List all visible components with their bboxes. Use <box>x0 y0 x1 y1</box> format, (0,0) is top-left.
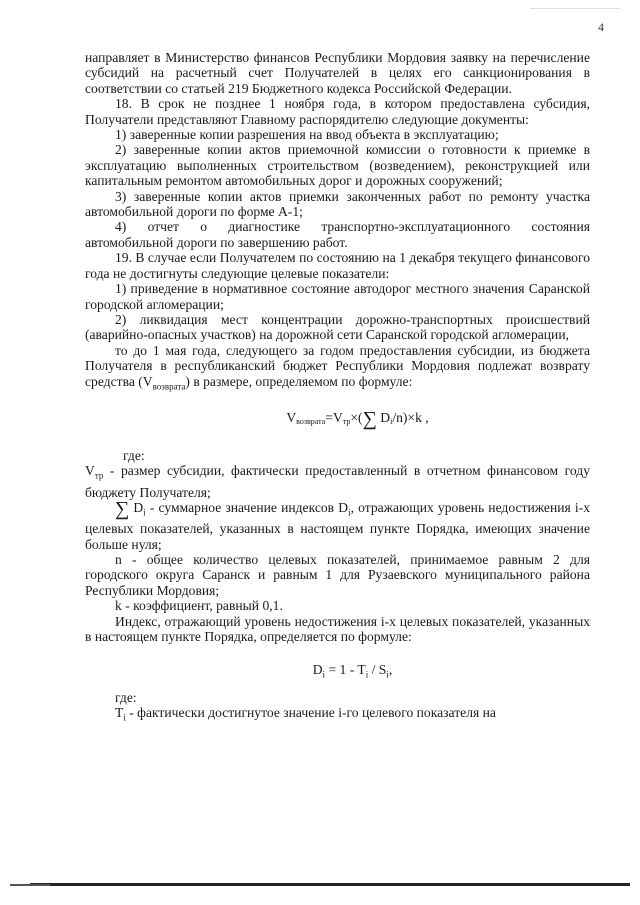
paragraph: то до 1 мая года, следующего за годом предоставления субсидии, из бюджета Получателя в республиканский бюджет Республики Мордовия подлежат возврату средства $(V_{возврата})$ в размере, определяемом по формуле: <box>85 342 590 392</box>
list-item: 2) ликвидация мест концентрации дорожно-транспортных происшествий (аварийно-опасных участков) на дорожной сети Саранской городской агломерации, <box>85 311 590 343</box>
paragraph: 19. В случае если Получателем по состоянию на 1 декабря текущего финансового года не достигнуты следующие целевые показатели: <box>85 250 590 281</box>
paragraph: 18. В срок не позднее 1 ноября года, в котором предоставлена субсидия, Получатели представляют Главному распорядителю следующие документы: <box>85 96 590 127</box>
definition: $T_i$ - фактически достигнутое значение i-го целевого показателя на <box>115 704 496 723</box>
formula-index: $D_i = 1 - T_i / S_i$, <box>312 662 393 681</box>
where-label: где: <box>123 448 145 464</box>
paragraph: направляет в Министерство финансов Республики Мордовия заявку на перечисление субсидий на расчетный счет Получателей в целях его санкционирования в соответствии со статьей 219 Бюджетного кодекса Российской Федерации. <box>85 50 590 96</box>
list-item: 1) заверенные копии разрешения на ввод объекта в эксплуатацию; <box>115 127 499 143</box>
formula-return: $V_{возврата}=V_{тр}\times(\sum$ $D_i/n)\times k$ , <box>286 407 429 430</box>
scan-artifact <box>530 8 620 9</box>
list-item: 1) приведение в нормативное состояние автодорог местного значения Саранской городской агломерации; <box>85 281 590 312</box>
page-number: 4 <box>598 20 604 34</box>
list-item: 2) заверенные копии актов приемочной комиссии о готовности к приемке в эксплуатацию выполненных строительством (возведением), реконструкцией или капитальным ремонтом автомобильных дорог и дорожных сооружений; <box>85 142 590 189</box>
definition: ∑ $D_i$ - суммарное значение индексов $D_i$, отражающих уровень недостижения i-х целевых показателей, указанных в настоящем пункте Порядка, имеющих значение больше нуля; <box>85 498 591 552</box>
scan-edge-line <box>10 884 50 886</box>
list-item: 3) заверенные копии актов приемки законченных работ по ремонту участка автомобильной дороги по форме А-1; <box>85 188 590 220</box>
definition: k - коэффициент, равный 0,1. <box>115 598 283 614</box>
definition: n - общее количество целевых показателей, принимаемое равным 2 для городского округа Саранск и равным 1 для Рузаевского муниципального района Республики Мордовия; <box>85 551 590 598</box>
definition: $V_{тр}$ - размер субсидии, фактически предоставленный в отчетном финансовом году бюджету Получателя; <box>85 463 590 500</box>
document-body <box>85 50 590 726</box>
where-label: где: <box>115 689 137 705</box>
scan-edge-line <box>30 883 630 886</box>
list-item: 4) отчет о диагностике транспортно-эксплуатационного состояния автомобильной дороги по завершению работ. <box>85 219 590 250</box>
paragraph: Индекс, отражающий уровень недостижения i-х целевых показателей, указанных в настоящем пункте Порядка, определяется по формуле: <box>85 613 590 644</box>
